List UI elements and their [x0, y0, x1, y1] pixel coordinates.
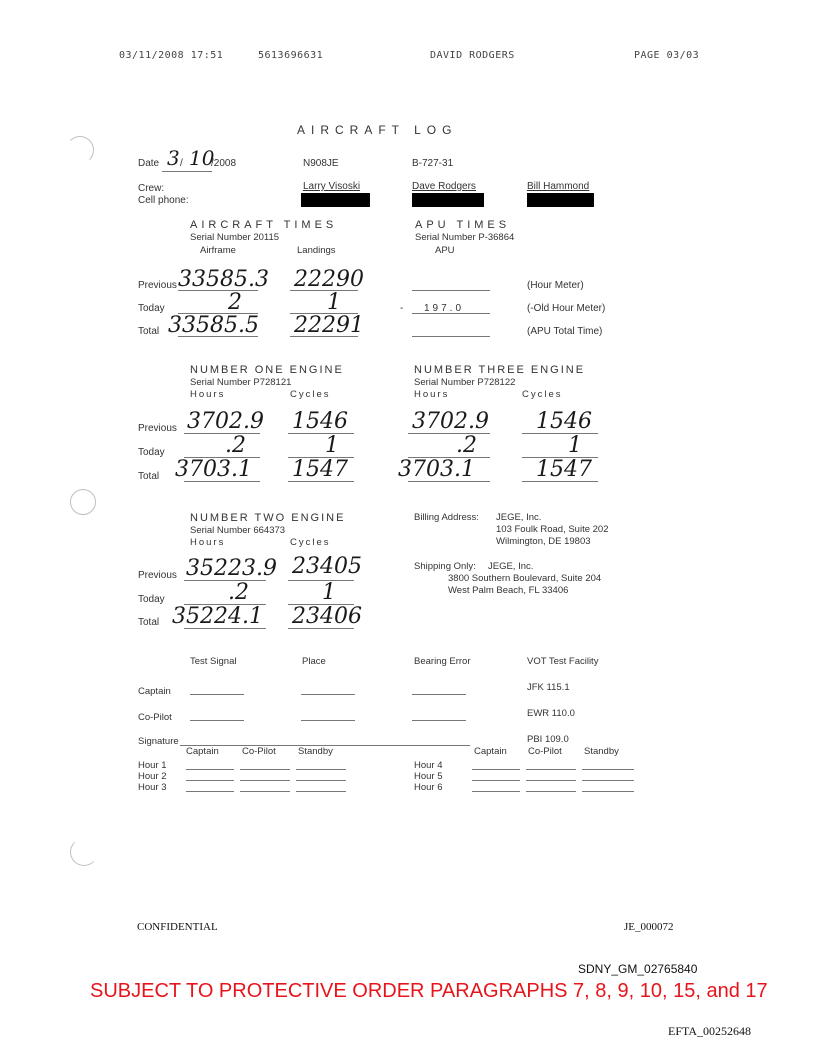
apu-previous-line: [412, 290, 490, 291]
crew-label: Crew:: [138, 183, 165, 194]
h3-sb: [296, 791, 346, 792]
e1-total-h-line: [184, 481, 260, 482]
hour-row-4: Hour 4: [414, 760, 443, 771]
engine-one-cycles-label: Cycles: [290, 389, 331, 400]
h5-cap: [472, 780, 520, 781]
date-day: 10: [189, 146, 215, 170]
e1-total-c-line: [288, 481, 354, 482]
binder-hole-bottom: [70, 838, 98, 866]
shipping-line-1: JEGE, Inc.: [488, 561, 534, 572]
e3-prev-h-line: [408, 433, 490, 434]
apu-serial: Serial Number P-36864: [415, 232, 515, 243]
crew-member-2: Dave Rodgers: [412, 181, 476, 192]
date-month: 3: [167, 146, 180, 170]
engine-one-previous-cycles: 1546: [292, 409, 348, 434]
h2-cap: [186, 780, 234, 781]
confidential-label: CONFIDENTIAL: [137, 921, 218, 933]
engine-row-previous: Previous: [138, 423, 177, 434]
engine-two-row-previous: Previous: [138, 570, 177, 581]
engine-two-today-cycles: 1: [322, 580, 336, 605]
h3-cap: [186, 791, 234, 792]
engine-two-serial: Serial Number 664373: [190, 525, 286, 536]
aircraft-serial: Serial Number 20115: [190, 232, 280, 243]
engine-one-total-cycles: 1547: [292, 457, 348, 482]
protective-order-notice: SUBJECT TO PROTECTIVE ORDER PARAGRAPHS 7, 8, 9, 10, 15, and 17: [90, 980, 768, 1002]
engine-row-today: Today: [138, 447, 165, 458]
e1-prev-c-line: [288, 433, 354, 434]
engine-two-previous-hours: 35223.9: [186, 556, 277, 581]
hour-row-6: Hour 6: [414, 782, 443, 793]
engine-two-row-today: Today: [138, 594, 165, 605]
hour-row-2: Hour 2: [138, 771, 167, 782]
engine-three-cycles-label: Cycles: [522, 389, 563, 400]
hours-col-captain-right: Captain: [474, 746, 507, 757]
col-apu: APU: [435, 245, 455, 256]
hour-row-3: Hour 3: [138, 782, 167, 793]
date-underline: [162, 171, 212, 172]
e2-total-c-line: [288, 628, 354, 629]
vot-captain-place-line: [301, 694, 355, 695]
date-year: /2008: [211, 158, 237, 169]
row-label-total: Total: [138, 326, 160, 337]
e3-prev-c-line: [522, 433, 598, 434]
vot-facility-pbi: PBI 109.0: [527, 734, 569, 745]
landings-previous-line: [290, 290, 358, 291]
engine-two-today-hours: .2: [228, 580, 249, 605]
apu-today-line: [412, 313, 490, 314]
shipping-label: Shipping Only:: [414, 561, 476, 572]
hour-row-1: Hour 1: [138, 760, 167, 771]
h5-sb: [582, 780, 634, 781]
engine-three-total-cycles: 1547: [536, 457, 592, 482]
airframe-previous-line: [178, 290, 258, 291]
landings-today: 1: [327, 290, 341, 315]
e2-prev-c-line: [288, 580, 354, 581]
engine-two-heading: NUMBER TWO ENGINE: [190, 512, 346, 524]
engine-two-previous-cycles: 23405: [292, 554, 362, 579]
aircraft-times-heading: AIRCRAFT TIMES: [190, 219, 338, 231]
signature-label: Signature: [138, 736, 179, 747]
apu-total-time: (APU Total Time): [527, 326, 603, 337]
billing-line-1: JEGE, Inc.: [496, 512, 542, 523]
vot-col-facility: VOT Test Facility: [527, 656, 599, 667]
engine-one-serial: Serial Number P728121: [190, 377, 292, 388]
row-label-previous: Previous: [138, 280, 177, 291]
engine-one-heading: NUMBER ONE ENGINE: [190, 364, 344, 376]
airframe-total: 33585.5: [168, 313, 259, 338]
apu-hour-meter: (Hour Meter): [527, 280, 584, 291]
vot-captain-signal-line: [190, 694, 244, 695]
binder-hole-middle: [70, 489, 96, 515]
vot-copilot-signal-line: [190, 720, 244, 721]
e3-total-h-line: [408, 481, 490, 482]
billing-line-3: Wilmington, DE 19803: [496, 536, 591, 547]
hours-col-standby-left: Standby: [298, 746, 333, 757]
e2-total-h-line: [184, 628, 266, 629]
vot-copilot-place-line: [301, 720, 355, 721]
vot-captain-error-line: [412, 694, 466, 695]
engine-one-previous-hours: 3702.9: [187, 409, 264, 434]
h6-cop: [526, 791, 576, 792]
h1-cap: [186, 769, 234, 770]
engine-two-hours-label: Hours: [190, 537, 226, 548]
e1-prev-h-line: [184, 433, 260, 434]
vot-copilot-error-line: [412, 720, 466, 721]
apu-times-heading: APU TIMES: [415, 219, 511, 231]
crew-member-1: Larry Visoski: [303, 181, 361, 192]
vot-col-bearing-error: Bearing Error: [414, 656, 471, 667]
col-landings: Landings: [297, 245, 336, 256]
hours-col-copilot-right: Co-Pilot: [528, 746, 562, 757]
hours-col-standby-right: Standby: [584, 746, 619, 757]
date-slash: /: [180, 158, 183, 169]
engine-three-total-hours: 3703.1: [398, 457, 475, 482]
e3-total-c-line: [522, 481, 598, 482]
apu-total-line: [412, 336, 490, 337]
engine-row-total: Total: [138, 471, 160, 482]
h4-sb: [582, 769, 634, 770]
h1-cop: [240, 769, 290, 770]
airframe-total-line: [178, 336, 258, 337]
col-airframe: Airframe: [200, 245, 236, 256]
vot-facility-ewr: EWR 110.0: [527, 708, 575, 719]
shipping-line-2: 3800 Southern Boulevard, Suite 204: [448, 573, 602, 584]
engine-one-total-hours: 3703.1: [175, 457, 252, 482]
vot-col-test-signal: Test Signal: [190, 656, 237, 667]
shipping-line-3: West Palm Beach, FL 33406: [448, 585, 569, 596]
vot-facility-jfk: JFK 115.1: [527, 682, 570, 693]
engine-two-cycles-label: Cycles: [290, 537, 331, 548]
vot-copilot-label: Co-Pilot: [138, 712, 172, 723]
engine-two-total-cycles: 23406: [292, 604, 362, 629]
vot-col-place: Place: [302, 656, 326, 667]
vot-captain-label: Captain: [138, 686, 171, 697]
engine-three-previous-hours: 3702.9: [412, 409, 489, 434]
h1-sb: [296, 769, 346, 770]
landings-previous: 22290: [294, 267, 364, 292]
h4-cop: [526, 769, 576, 770]
fax-page: PAGE 03/03: [634, 50, 700, 61]
apu-dash: -: [400, 303, 404, 314]
fax-datetime: 03/11/2008 17:51: [119, 50, 224, 61]
landings-total: 22291: [294, 313, 364, 338]
engine-three-today-cycles: 1: [568, 433, 582, 458]
redaction-cell-1: [301, 193, 370, 207]
landings-total-line: [290, 336, 358, 337]
page-title: AIRCRAFT LOG: [297, 123, 458, 137]
binder-hole-top: [66, 136, 94, 164]
apu-old-hour-meter: (-Old Hour Meter): [527, 303, 606, 314]
e2-prev-h-line: [184, 580, 266, 581]
bates-sdny: SDNY_GM_02765840: [578, 962, 698, 976]
engine-three-serial: Serial Number P728122: [414, 377, 516, 388]
engine-three-heading: NUMBER THREE ENGINE: [414, 364, 586, 376]
h5-cop: [526, 780, 576, 781]
hours-col-captain-left: Captain: [186, 746, 219, 757]
h2-sb: [296, 780, 346, 781]
engine-three-hours-label: Hours: [414, 389, 450, 400]
redaction-cell-3: [527, 193, 594, 207]
engine-three-previous-cycles: 1546: [536, 409, 592, 434]
fax-phone: 5613696631: [258, 50, 324, 61]
cell-phone-label: Cell phone:: [138, 195, 189, 206]
hours-col-copilot-left: Co-Pilot: [242, 746, 276, 757]
engine-three-today-hours: .2: [456, 433, 477, 458]
efta-number: EFTA_00252648: [668, 1024, 752, 1038]
hour-row-5: Hour 5: [414, 771, 443, 782]
h6-sb: [582, 791, 634, 792]
h2-cop: [240, 780, 290, 781]
bates-je: JE_000072: [624, 921, 674, 933]
engine-two-row-total: Total: [138, 617, 160, 628]
fax-sender: DAVID RODGERS: [430, 50, 515, 61]
h6-cap: [472, 791, 520, 792]
tail-number: N908JE: [303, 158, 339, 169]
billing-line-2: 103 Foulk Road, Suite 202: [496, 524, 609, 535]
engine-one-today-cycles: 1: [325, 433, 339, 458]
billing-label: Billing Address:: [414, 512, 479, 523]
engine-two-total-hours: 35224.1: [172, 604, 263, 629]
redaction-cell-2: [412, 193, 484, 207]
h4-cap: [472, 769, 520, 770]
crew-member-3: Bill Hammond: [527, 181, 590, 192]
engine-one-today-hours: .2: [225, 433, 246, 458]
engine-one-hours-label: Hours: [190, 389, 226, 400]
aircraft-type: B-727-31: [412, 158, 454, 169]
airframe-today: 2: [228, 290, 242, 315]
row-label-today: Today: [138, 303, 165, 314]
apu-today: 197.0: [424, 303, 465, 314]
h3-cop: [240, 791, 290, 792]
date-label: Date: [138, 158, 160, 169]
airframe-previous: 33585.3: [178, 267, 269, 292]
